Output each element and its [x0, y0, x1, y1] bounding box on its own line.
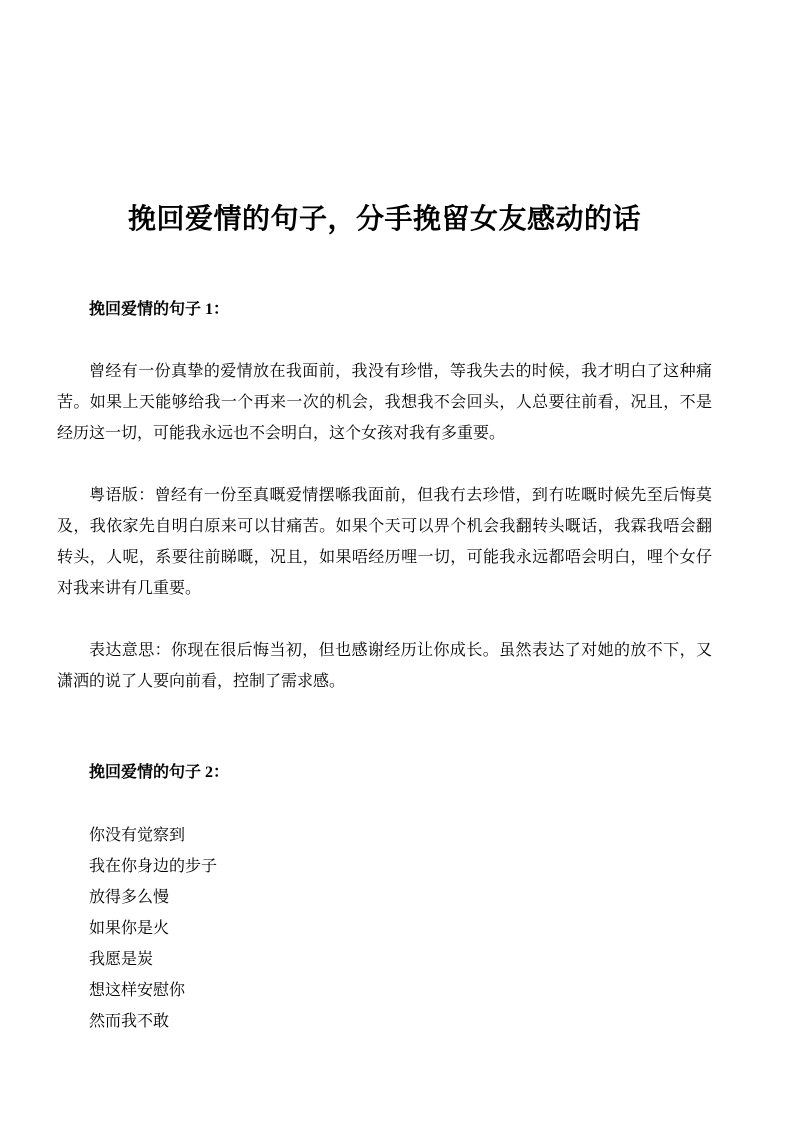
poem-line: 然而我不敢 [89, 1013, 170, 1030]
poem-line: 想这样安慰你 [89, 982, 186, 999]
section-2-heading: 挽回爱情的句子 2： [89, 764, 230, 781]
poem-line: 如果你是火 [89, 920, 170, 937]
poem-line: 放得多么慢 [89, 889, 170, 906]
poem-line: 我在你身边的步子 [89, 858, 218, 875]
section-1-paragraph-1: 曾经有一份真挚的爱情放在我面前，我没有珍惜，等我失去的时候，我才明白了这种痛苦。如果上天能够给我一个再来一次的机会，我想我不会回头，人总要往前看，况且，不是经历这一切，可能我永远也不会明白，这个女孩对我有多重要。 [57, 363, 712, 442]
poem-block [57, 820, 712, 1037]
poem-line: 我愿是炭 [89, 951, 154, 968]
section-1-heading: 挽回爱情的句子 1： [89, 301, 230, 318]
document-title: 挽回爱情的句子，分手挽留女友感动的话 [127, 204, 641, 235]
poem-line: 你没有觉察到 [89, 827, 186, 844]
section-1-paragraph-3-meaning: 表达意思：你现在很后悔当初，但也感谢经历让你成长。虽然表达了对她的放不下，又潇洒的说了人要向前看，控制了需求感。 [57, 642, 712, 690]
section-1-paragraph-2-cantonese: 粤语版：曾经有一份至真嘅爱情摆喺我面前，但我冇去珍惜，到冇咗嘅时候先至后悔莫及，我依家先自明白原来可以甘痛苦。如果个天可以畀个机会我翻转头嘅话，我霖我唔会翻转头，人呢，系要往前睇嘅，况且，如果唔经历哩一切，可能我永远都唔会明白，哩个女仔对我来讲有几重要。 [57, 487, 712, 597]
